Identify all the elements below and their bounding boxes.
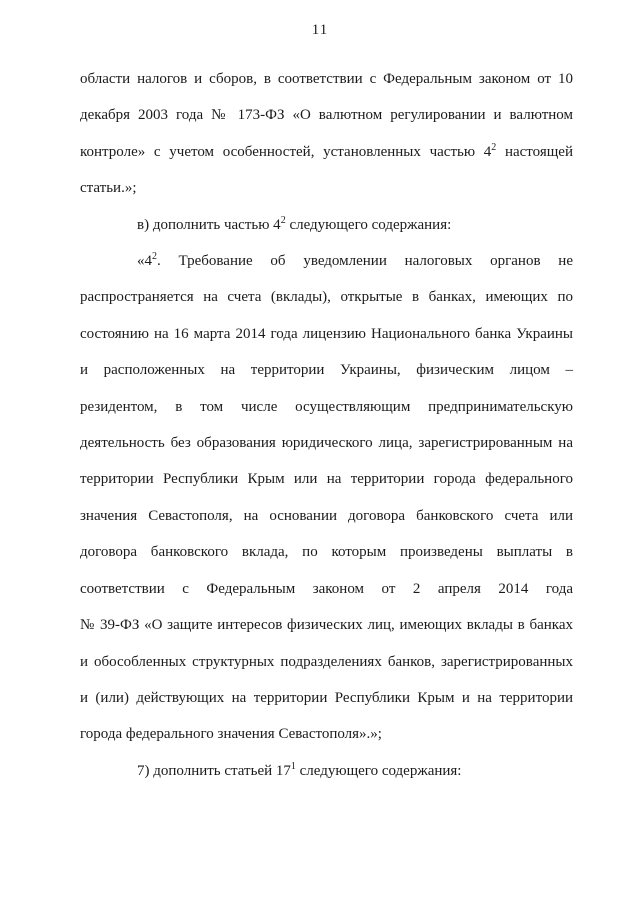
superscript: 1 bbox=[290, 760, 296, 772]
text-line bbox=[80, 61, 573, 97]
text-line bbox=[80, 134, 573, 170]
page-number: 11 bbox=[311, 22, 329, 38]
text-line bbox=[80, 207, 573, 243]
text-run: . Требование об уведомлении налоговых органов не bbox=[157, 253, 573, 270]
text-run: значения Севастополя, на основании договора банковского счета или bbox=[80, 507, 573, 524]
text-run: контроле» с учетом особенностей, установленных частью 4 bbox=[80, 143, 492, 160]
text-run: территории Республики Крым или на территории города федерального bbox=[80, 471, 573, 488]
text-body bbox=[0, 61, 640, 789]
text-line bbox=[80, 571, 573, 607]
text-line bbox=[80, 753, 573, 789]
text-line bbox=[80, 389, 573, 425]
text-line bbox=[80, 243, 573, 279]
text-run: и обособленных структурных подразделениях банков, зарегистрированных bbox=[80, 653, 573, 670]
text-run: резидентом, в том числе осуществляющим предпринимательскую bbox=[80, 398, 573, 415]
text-run: «4 bbox=[137, 253, 152, 270]
text-run: договора банковского вклада, по которым произведены выплаты в bbox=[80, 544, 573, 561]
text-run: статьи.»; bbox=[80, 180, 137, 197]
text-run: и (или) действующих на территории Республики Крым и на территории bbox=[80, 689, 573, 706]
text-line bbox=[80, 352, 573, 388]
text-run: следующего содержания: bbox=[295, 762, 462, 779]
superscript: 2 bbox=[280, 214, 286, 226]
text-line bbox=[80, 461, 573, 497]
paragraph bbox=[80, 61, 573, 207]
paragraph bbox=[80, 243, 573, 753]
text-run: распространяется на счета (вклады), открытые в банках, имеющих по bbox=[80, 289, 573, 306]
text-run: соответствии с Федеральным законом от 2 апреля 2014 года bbox=[80, 580, 573, 597]
text-line bbox=[80, 498, 573, 534]
text-line bbox=[80, 316, 573, 352]
superscript: 2 bbox=[491, 141, 497, 153]
text-run: в) дополнить частью 4 bbox=[137, 216, 281, 233]
text-line bbox=[80, 425, 573, 461]
paragraph bbox=[80, 207, 573, 243]
text-line bbox=[80, 644, 573, 680]
text-line bbox=[80, 716, 573, 752]
text-line bbox=[80, 680, 573, 716]
text-run: № 39-ФЗ «О защите интересов физических лиц, имеющих вклады в банках bbox=[80, 617, 573, 634]
text-line bbox=[80, 534, 573, 570]
text-run: настоящей bbox=[496, 143, 573, 160]
text-run: 7) дополнить статьей 17 bbox=[137, 762, 291, 779]
text-line bbox=[80, 279, 573, 315]
text-run: области налогов и сборов, в соответствии с Федеральным законом от 10 bbox=[80, 71, 573, 87]
text-run: состоянию на 16 марта 2014 года лицензию Национального банка Украины bbox=[80, 325, 573, 342]
text-run: следующего содержания: bbox=[285, 216, 452, 233]
text-run: города федерального значения Севастополя».»; bbox=[80, 726, 382, 743]
superscript: 2 bbox=[152, 251, 157, 263]
text-line bbox=[80, 607, 573, 643]
paragraph bbox=[80, 753, 573, 789]
text-line bbox=[80, 97, 573, 133]
text-run: декабря 2003 года № 173-ФЗ «О валютном регулировании и валютном bbox=[80, 107, 573, 124]
text-run: и расположенных на территории Украины, физическим лицом – bbox=[80, 362, 573, 379]
text-line bbox=[80, 170, 573, 206]
text-run: деятельность без образования юридического лица, зарегистрированным на bbox=[80, 435, 573, 452]
